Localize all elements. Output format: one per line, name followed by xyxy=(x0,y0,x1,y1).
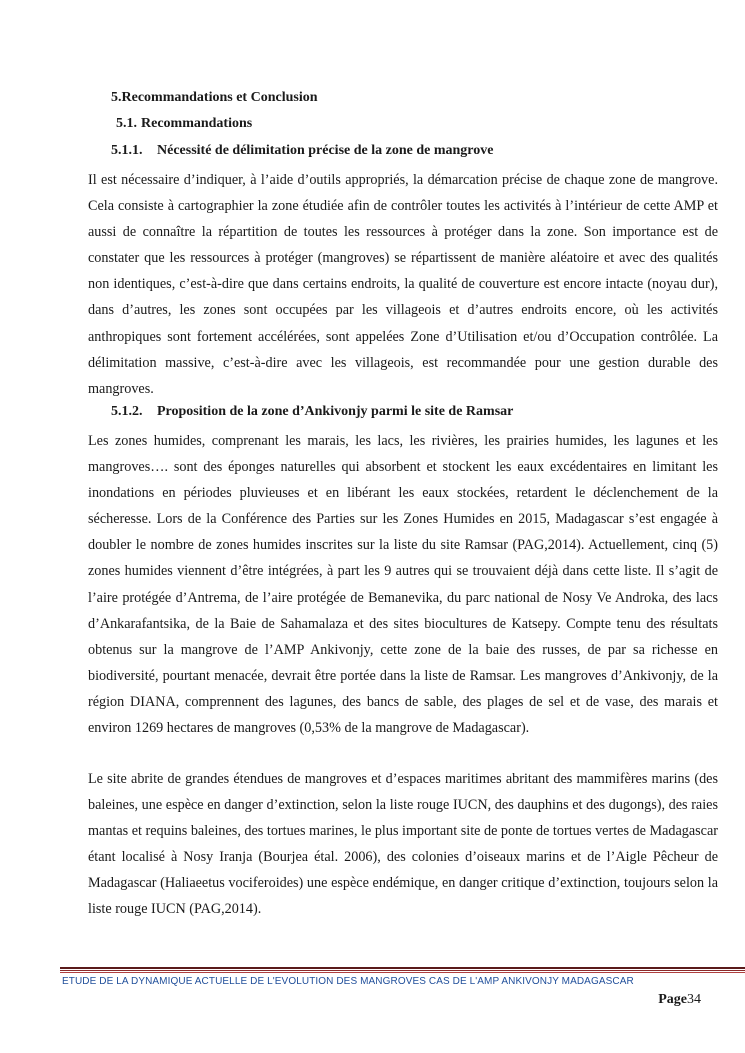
footer-title: ETUDE DE LA DYNAMIQUE ACTUELLE DE L'EVOLUTION DES MANGROVES CAS DE L'AMP ANKIVONJY MADAGASCAR xyxy=(62,976,634,987)
section-heading-5-1-2 xyxy=(111,403,513,421)
page-number-value: 34 xyxy=(687,992,701,1007)
paragraph-site-biodiversity: Le site abrite de grandes étendues de mangroves et d’espaces maritimes abritant des mammifères marins (des baleines, une espèce en danger d’extinction, selon la liste rouge IUCN, des dauphins et des dugongs), des raies mantas et requins baleines, des tortues marines, le plus important site de ponte de tortues vertes de Madagascar étant localisé à Nosy Iranja (Bourjea étal. 2006), des colonies d’oiseaux marins et de l’Aigle Pêcheur de Madagascar (Haliaeetus vociferoides) une espèce endémique, en danger critique d’extinction, toujours selon la liste rouge IUCN (PAG,2014). xyxy=(88,771,718,918)
footer-divider-thin xyxy=(60,972,745,973)
section-number: 5.1. xyxy=(116,116,137,131)
section-number: 5.1.1. xyxy=(111,143,143,158)
section-title: Proposition de la zone d’Ankivonjy parmi le site de Ramsar xyxy=(157,404,514,419)
footer-divider-mid xyxy=(60,970,745,971)
section-number: 5. xyxy=(111,90,122,105)
section-title: Nécessité de délimitation précise de la zone de mangrove xyxy=(157,143,494,158)
page-number xyxy=(658,992,701,1008)
section-title: Recommandations xyxy=(141,116,253,131)
section-heading-5-1 xyxy=(116,115,252,133)
section-title: Recommandations et Conclusion xyxy=(121,90,318,105)
section-heading-5 xyxy=(111,89,318,107)
section-number: 5.1.2. xyxy=(111,404,143,419)
page-label: Page xyxy=(658,992,687,1007)
paragraph-ramsar: Les zones humides, comprenant les marais, les lacs, les rivières, les prairies humides, les lagunes et les mangroves…. sont des éponges naturelles qui absorbent et stockent les eaux excédentaires en limitant les inondations en périodes pluvieuses et en libérant les eaux stockées, retardent le déclenchement de la sécheresse. Lors de la Conférence des Parties sur les Zones Humides en 2015, Madagascar s’est engagée à doubler le nombre de zones humides inscrites sur la liste du site Ramsar (PAG,2014). Actuellement, cinq (5) zones humides viennent d’être intégrées, à part les 9 autres qui se trouvaient déjà dans cette liste. Il s’agit de l’aire protégée d’Antrema, de l’aire protégée de Bemanevika, du parc national de Nosy Ve Androka, des lacs d’Ankarafantsika, de la Baie de Sahamalaza et des sites biocultures de Katsepy. Compte tenu des résultats obtenus sur la mangrove de l’AMP Ankivonjy, cette zone de la baie des russes, de par sa richesse en biodiversité, pourtant menacée, devrait être portée dans la liste de Ramsar. Les mangroves d’Ankivonjy, de la région DIANA, comprennent des lagunes, des bancs de sable, des plages de sel et de vase, des marais et environ 1269 hectares de mangroves (0,53% de la mangrove de Madagascar). xyxy=(88,433,718,737)
footer-divider-thick xyxy=(60,967,745,969)
section-heading-5-1-1 xyxy=(111,142,493,160)
paragraph-delimitation: Il est nécessaire d’indiquer, à l’aide d’outils appropriés, la démarcation précise de chaque zone de mangrove. Cela consiste à cartographier la zone étudiée afin de contrôler toutes les activités à l’intérieur de cette AMP et aussi de connaître la répartition de toutes les ressources à protéger dans la zone. Son importance est de constater que les ressources à protéger (mangroves) se répartissent de manière aléatoire et avec des qualités non identiques, c’est-à-dire que dans certains endroits, la qualité de couverture est encore intacte (noyau dur), dans d’autres, les zones sont occupées par les villageois et d’autres endroits encore, où les activités anthropiques sont fortement accélérées, sont appelées Zone d’Utilisation et/ou d’Occupation contrôlée. La délimitation massive, c’est-à-dire avec les villageois, est recommandée pour une gestion durable des mangroves. xyxy=(88,172,718,397)
